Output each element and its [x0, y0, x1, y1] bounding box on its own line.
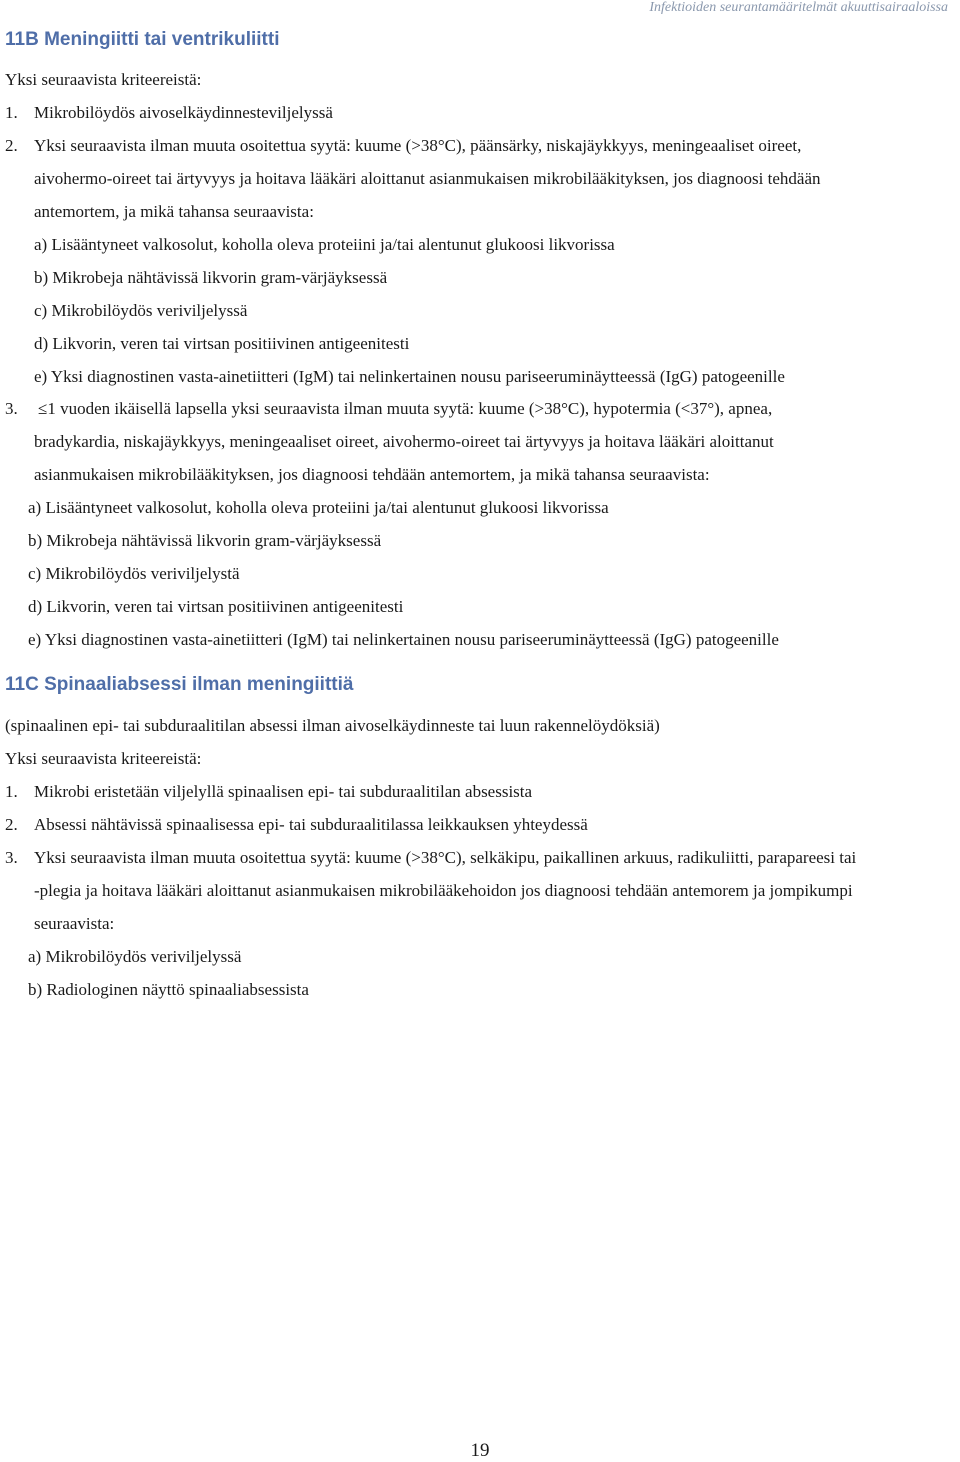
sub-criterion: b) Mikrobeja nähtävissä likvorin gram-värjäyksessä: [34, 268, 388, 287]
page-number: 19: [470, 1440, 490, 1461]
criterion-text: Mikrobilöydös aivoselkäydinnesteviljelyssä: [34, 103, 333, 122]
list-number: 3.: [5, 399, 18, 418]
list-number: 2.: [5, 815, 18, 834]
criterion-text: bradykardia, niskajäykkyys, meningeaaliset oireet, aivohermo-oireet tai ärtyvyys ja hoitava lääkäri aloittanut: [34, 432, 774, 451]
criterion-text: -plegia ja hoitava lääkäri aloittanut asianmukaisen mikrobilääkehoidon jos diagnoosi tehdään antemorem ja jompikumpi: [34, 881, 853, 900]
criterion-text: Yksi seuraavista ilman muuta osoitettua syytä: kuume (>38°C), selkäkipu, paikallinen arkuus, radikuliitti, parapareesi tai: [34, 848, 857, 867]
criteria-intro: Yksi seuraavista kriteereistä:: [5, 70, 202, 89]
section-title-11c: 11C Spinaaliabsessi ilman meningiittiä: [5, 674, 354, 695]
criterion-text: seuraavista:: [34, 914, 115, 933]
criterion-text: antemortem, ja mikä tahansa seuraavista:: [34, 202, 314, 221]
sub-criterion: c) Mikrobilöydös veriviljelyssä: [34, 301, 248, 320]
sub-criterion: e) Yksi diagnostinen vasta-ainetiitteri (IgM) tai nelinkertainen nousu pariseeruminäytteessä (IgG) patogeenille: [34, 367, 785, 386]
criterion-text: Absessi nähtävissä spinaalisessa epi- tai subduraalitilassa leikkauksen yhteydessä: [34, 815, 588, 834]
criterion-text: aivohermo-oireet tai ärtyvyys ja hoitava lääkäri aloittanut asianmukaisen mikrobilääkityksen, jos diagnoosi tehdään: [34, 169, 821, 188]
sub-criterion: c) Mikrobilöydös veriviljelystä: [28, 564, 240, 583]
criterion-text: asianmukaisen mikrobilääkityksen, jos diagnoosi tehdään antemortem, ja mikä tahansa seuraavista:: [34, 465, 710, 484]
sub-criterion: a) Lisääntyneet valkosolut, koholla oleva proteiini ja/tai alentunut glukoosi likvorissa: [28, 498, 609, 517]
list-number: 1.: [5, 103, 18, 122]
sub-criterion: b) Radiologinen näyttö spinaaliabsessista: [28, 980, 309, 999]
sub-criterion: a) Mikrobilöydös veriviljelyssä: [28, 947, 242, 966]
criteria-intro: Yksi seuraavista kriteereistä:: [5, 749, 202, 768]
list-number: 3.: [5, 848, 18, 867]
section-title-11b: 11B Meningiitti tai ventrikuliitti: [5, 29, 280, 50]
sub-criterion: e) Yksi diagnostinen vasta-ainetiitteri (IgM) tai nelinkertainen nousu pariseeruminäytteessä (IgG) patogeenille: [28, 630, 779, 649]
sub-criterion: a) Lisääntyneet valkosolut, koholla oleva proteiini ja/tai alentunut glukoosi likvorissa: [34, 235, 615, 254]
sub-criterion: d) Likvorin, veren tai virtsan positiivinen antigeenitesti: [34, 334, 410, 353]
list-number: 1.: [5, 782, 18, 801]
list-number: 2.: [5, 136, 18, 155]
criterion-text: Mikrobi eristetään viljelyllä spinaalisen epi- tai subduraalitilan absessista: [34, 782, 533, 801]
criterion-text: ≤1 vuoden ikäisellä lapsella yksi seuraavista ilman muuta syytä: kuume (>38°C), hypotermia (<37°), apnea,: [38, 399, 773, 418]
running-header: Infektioiden seurantamääritelmät akuuttisairaaloissa: [649, 0, 948, 15]
sub-criterion: b) Mikrobeja nähtävissä likvorin gram-värjäyksessä: [28, 531, 382, 550]
criterion-text: Yksi seuraavista ilman muuta osoitettua syytä: kuume (>38°C), päänsärky, niskajäykkyys, meningeaaliset oireet,: [34, 136, 802, 155]
sub-criterion: d) Likvorin, veren tai virtsan positiivinen antigeenitesti: [28, 597, 404, 616]
section-note: (spinaalinen epi- tai subduraalitilan absessi ilman aivoselkäydinneste tai luun rakennelöydöksiä): [5, 716, 660, 735]
